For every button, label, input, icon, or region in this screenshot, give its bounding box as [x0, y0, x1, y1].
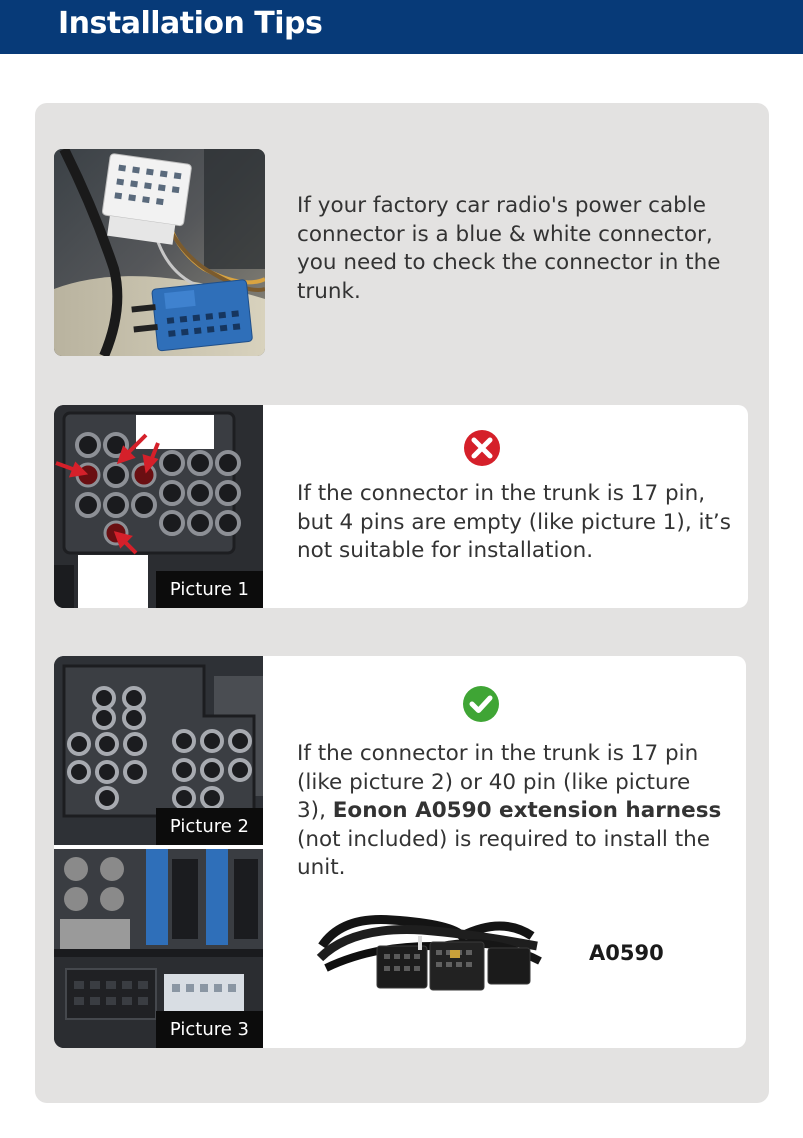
picture-3-label: Picture 3: [156, 1011, 263, 1048]
x-circle-icon: [463, 429, 501, 467]
tip-2-text: If the connector in the trunk is 17 pin, but 4 pins are empty (like picture 1), it’s not suitable for installation.: [297, 481, 731, 563]
picture-2-label: Picture 2: [156, 808, 263, 845]
header-bar: [0, 0, 803, 54]
picture-1-17-pin-empty: [54, 405, 263, 608]
tip-3-harness-name: Eonon A0590 extension harness: [332, 798, 722, 823]
product-model-label: A0590: [589, 941, 664, 965]
tip-3-text: [297, 740, 722, 883]
picture-2-17-pin: [54, 656, 263, 845]
a0590-harness-image: [312, 906, 548, 996]
picture-3-40-pin: [54, 849, 263, 1048]
page-title: Installation Tips: [58, 6, 323, 41]
picture-1-label: Picture 1: [156, 571, 263, 608]
tip-3-text-after: (not included) is required to install the unit.: [297, 826, 711, 880]
tip-3-card: [54, 656, 746, 1048]
tip-3-text-before: If the connector in the trunk is 17 pin (like picture 2) or 40 pin (like picture 3),: [297, 741, 699, 823]
tip-1-text: If your factory car radio's power cable connector is a blue & white connector, you need to check the connector in the trunk.: [297, 193, 721, 304]
tip-2-card: [54, 405, 748, 608]
check-circle-icon: [462, 685, 500, 723]
blue-white-connector-photo: [54, 149, 265, 356]
